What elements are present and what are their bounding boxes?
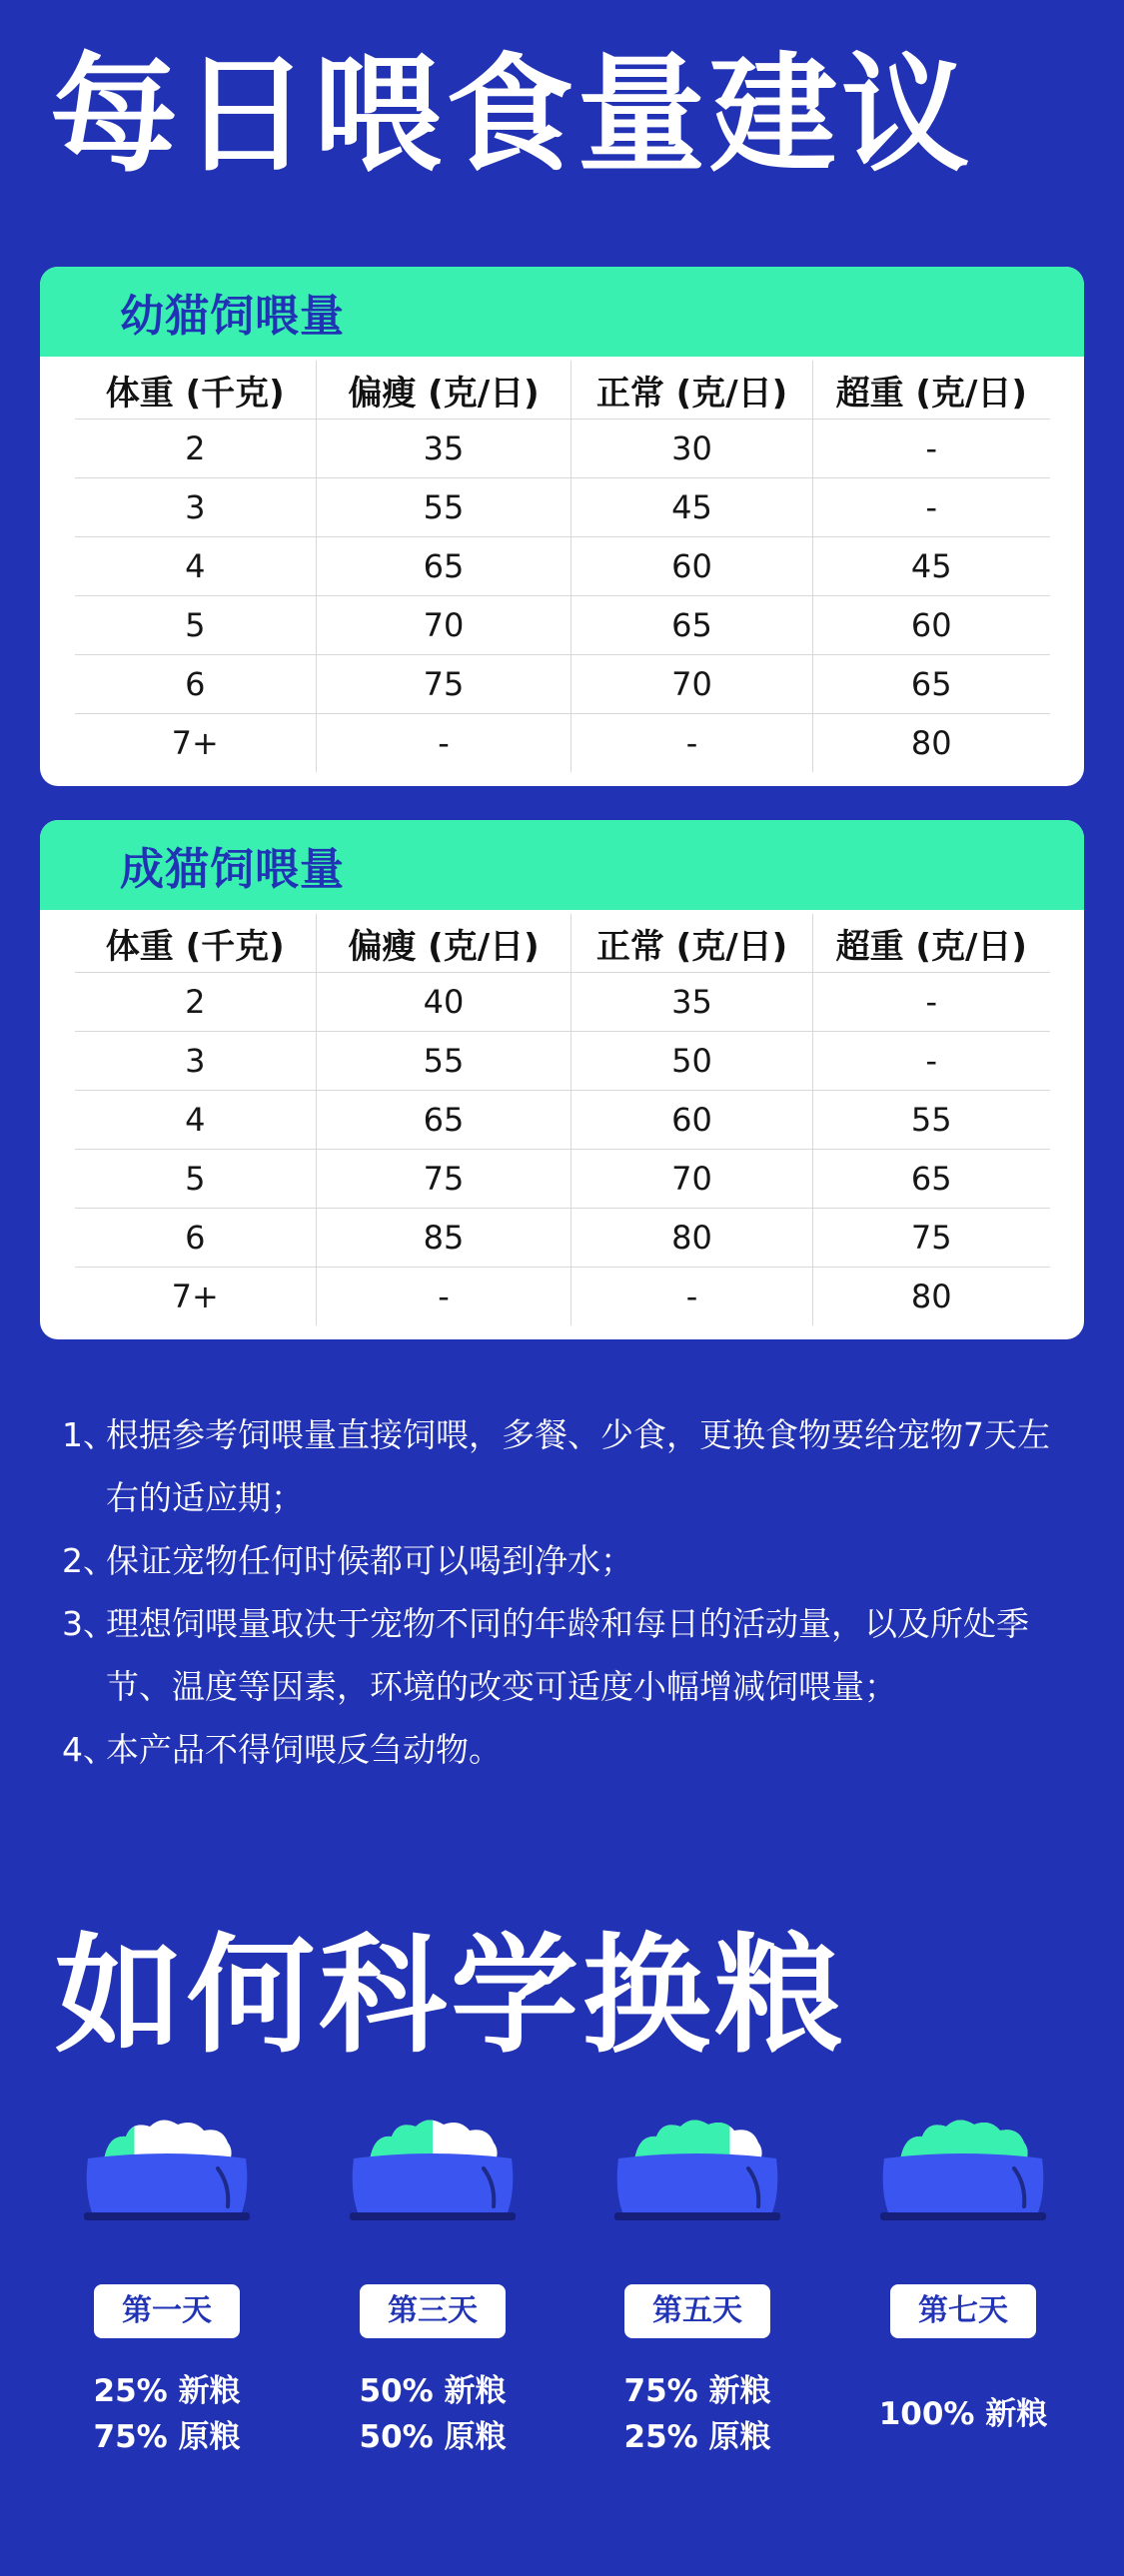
food-transition-stages [0, 2113, 1124, 2552]
table-cell: 6 [75, 1209, 317, 1268]
column-header: 正常 (克/日) [571, 914, 813, 973]
table-cell: 6 [75, 655, 317, 714]
table-row [75, 478, 1050, 537]
list-item [62, 1718, 1061, 1781]
table-cell: 60 [571, 537, 813, 596]
table-cell: 3 [75, 478, 317, 537]
food-bowl-icon [348, 2113, 518, 2224]
table-cell: 80 [813, 1268, 1050, 1326]
table-cell: 65 [813, 1150, 1050, 1209]
table-cell: 80 [813, 714, 1050, 773]
food-mix [863, 2391, 1063, 2437]
table-cell: 2 [75, 420, 317, 478]
note-text: 本产品不得饲喂反刍动物。 [106, 1730, 502, 1769]
note-text: 保证宠物任何时候都可以喝到净水； [106, 1541, 633, 1580]
column-header: 体重 (千克) [75, 361, 317, 420]
table-cell: 55 [317, 1032, 571, 1091]
note-text: 理想饲喂量取决于宠物不同的年龄和每日的活动量，以及所处季节、温度等因素，环境的改变可适度小幅增减饲喂量； [106, 1604, 1029, 1706]
table-cell: 7+ [171, 724, 219, 762]
bowl-base [350, 2212, 516, 2220]
note-number: 4、 [62, 1730, 116, 1769]
table-cell: 60 [813, 596, 1050, 655]
list-item [62, 1529, 1061, 1592]
table-row [75, 973, 1050, 1032]
day-badge: 第三天 [360, 2284, 506, 2338]
table-cell: 5 [75, 596, 317, 655]
table-cell: 60 [571, 1091, 813, 1150]
table-row [75, 1032, 1050, 1091]
kitten-feeding-card [40, 267, 1084, 786]
table-cell: 75 [813, 1209, 1050, 1268]
adult-table-heading: 成猫饲喂量 [40, 820, 1084, 910]
new-food-ratio: 50% 新粮 [359, 2373, 507, 2409]
table-row [75, 1091, 1050, 1150]
bowl-base [880, 2212, 1046, 2220]
column-header: 正常 (克/日) [571, 361, 813, 420]
table-cell: 75 [317, 655, 571, 714]
table-cell: 85 [317, 1209, 571, 1268]
day-badge: 第七天 [890, 2284, 1036, 2338]
table-cell: - [813, 478, 1050, 537]
kitten-feeding-table [75, 361, 1050, 772]
column-header: 体重 (千克) [75, 914, 317, 973]
new-food-ratio: 100% 新粮 [878, 2396, 1048, 2432]
table-cell: 35 [317, 420, 571, 478]
bowl-base [84, 2212, 250, 2220]
stage-day-1 [67, 2113, 267, 2460]
old-food-ratio: 50% 原粮 [359, 2419, 507, 2455]
table-cell: 4 [75, 537, 317, 596]
table-cell: - [571, 1268, 813, 1326]
table-cell: 70 [317, 596, 571, 655]
table-cell: 70 [571, 1150, 813, 1209]
table-cell: - [813, 420, 1050, 478]
table-cell: 65 [317, 1091, 571, 1150]
table-row [75, 714, 1050, 773]
note-text: 根据参考饲喂量直接饲喂，多餐、少食，更换食物要给宠物7天左右的适应期； [106, 1415, 1050, 1517]
table-cell: - [813, 973, 1050, 1032]
note-number: 2、 [62, 1541, 116, 1580]
table-cell: 3 [75, 1032, 317, 1091]
table-cell: 65 [571, 596, 813, 655]
table-header-row [75, 361, 1050, 420]
feeding-notes [62, 1403, 1061, 1781]
adult-feeding-card [40, 820, 1084, 1339]
column-header: 偏瘦 (克/日) [317, 361, 571, 420]
bowl-body [617, 2153, 778, 2212]
column-header: 超重 (克/日) [813, 914, 1050, 973]
table-row [75, 537, 1050, 596]
list-item [62, 1403, 1061, 1529]
table-cell: - [317, 714, 571, 773]
table-cell: 70 [571, 655, 813, 714]
adult-feeding-table [75, 914, 1050, 1325]
table-cell: 45 [813, 537, 1050, 596]
table-cell: 45 [571, 478, 813, 537]
table-row [75, 655, 1050, 714]
day-badge: 第五天 [624, 2284, 770, 2338]
stage-day-7 [863, 2113, 1063, 2437]
table-cell: 65 [317, 537, 571, 596]
bowl-body [87, 2153, 248, 2212]
food-bowl-icon [878, 2113, 1048, 2224]
table-cell: 55 [813, 1091, 1050, 1150]
table-row [75, 1209, 1050, 1268]
day-badge: 第一天 [94, 2284, 240, 2338]
table-cell: - [317, 1268, 571, 1326]
food-bowl-icon [82, 2113, 252, 2224]
table-row [75, 420, 1050, 478]
table-row [75, 1150, 1050, 1209]
note-number: 3、 [62, 1604, 116, 1643]
column-header: 偏瘦 (克/日) [317, 914, 571, 973]
table-cell: 80 [571, 1209, 813, 1268]
bowl-body [353, 2153, 514, 2212]
page-title: 每日喂食量建议 [50, 41, 974, 190]
table-cell: 4 [75, 1091, 317, 1150]
old-food-ratio: 25% 原粮 [623, 2419, 771, 2455]
stage-day-3 [333, 2113, 533, 2460]
table-cell: - [571, 714, 813, 773]
table-cell: 7+ [171, 1278, 219, 1315]
column-header: 超重 (克/日) [813, 361, 1050, 420]
list-item [62, 1592, 1061, 1718]
food-mix [67, 2368, 267, 2460]
food-mix [597, 2368, 797, 2460]
table-cell: 30 [571, 420, 813, 478]
table-cell: - [813, 1032, 1050, 1091]
table-row [75, 596, 1050, 655]
table-cell: 55 [317, 478, 571, 537]
table-cell: 2 [75, 973, 317, 1032]
old-food-ratio: 75% 原粮 [93, 2419, 241, 2455]
table-cell: 65 [813, 655, 1050, 714]
table-cell: 40 [317, 973, 571, 1032]
new-food-ratio: 75% 新粮 [623, 2373, 771, 2409]
note-number: 1、 [62, 1415, 116, 1454]
stage-day-5 [597, 2113, 797, 2460]
food-mix [333, 2368, 533, 2460]
bowl-base [614, 2212, 780, 2220]
bowl-body [883, 2153, 1044, 2212]
table-cell: 50 [571, 1032, 813, 1091]
kitten-table-heading: 幼猫饲喂量 [40, 267, 1084, 357]
new-food-ratio: 25% 新粮 [93, 2373, 241, 2409]
table-row [75, 1268, 1050, 1326]
table-cell: 5 [75, 1150, 317, 1209]
table-header-row [75, 914, 1050, 973]
table-cell: 75 [317, 1150, 571, 1209]
table-cell: 35 [571, 973, 813, 1032]
food-transition-title: 如何科学换粮 [55, 1922, 847, 2071]
food-bowl-icon [612, 2113, 782, 2224]
